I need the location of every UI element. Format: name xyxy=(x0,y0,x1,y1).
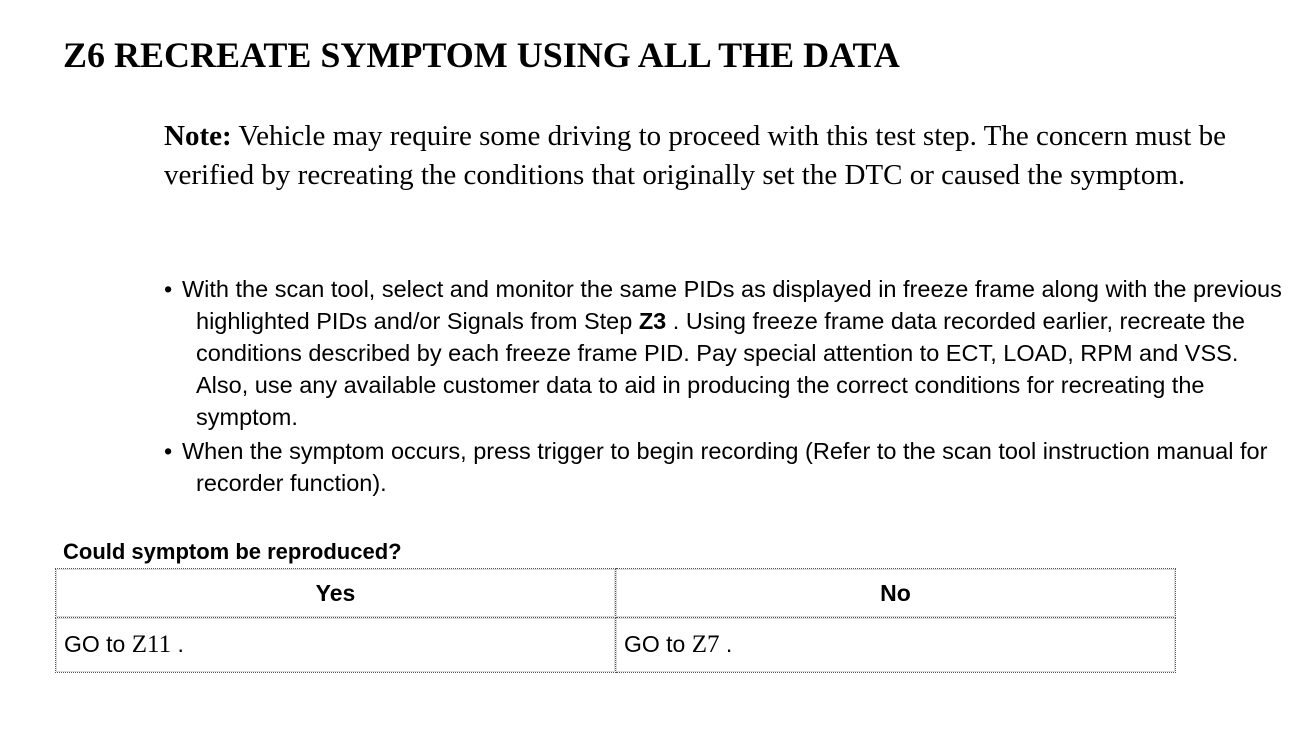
go-to-prefix: GO to xyxy=(624,631,692,657)
bullet-text-after: . Using freeze frame data recorded earlier, recreate the conditions described by each freeze frame PID. Pay special attention to ECT, LOAD, RPM and VSS. Also, use any available customer data to aid in producing the correct conditions for recreating the symptom. xyxy=(196,308,1245,430)
yes-cell xyxy=(56,618,616,673)
go-to-suffix: . xyxy=(171,631,184,657)
step-reference-link[interactable]: Z3 xyxy=(638,308,667,334)
answer-table xyxy=(55,568,1176,673)
go-to-suffix: . xyxy=(719,631,733,657)
go-to-prefix: GO to xyxy=(64,631,132,657)
question-heading: Could symptom be reproduced? xyxy=(63,539,402,564)
table-row xyxy=(56,618,1176,673)
yes-header: Yes xyxy=(56,569,616,618)
bullet-glyph: • xyxy=(164,276,173,302)
table-header-row xyxy=(56,569,1176,618)
go-to-z11-link[interactable]: Z11 xyxy=(131,631,172,658)
no-header: No xyxy=(616,569,1176,618)
go-to-z7-link[interactable]: Z7 xyxy=(691,631,720,658)
bullet-glyph: • xyxy=(164,438,173,464)
note-paragraph xyxy=(164,117,1274,195)
bullet-text-before: With the scan tool, select and monitor the same PIDs as displayed in freeze frame along with the previous highlighted PIDs and/or Signals from Step xyxy=(182,276,1282,334)
note-text: Vehicle may require some driving to proceed with this test step. The concern must be verified by recreating the conditions that originally set the DTC or caused the symptom. xyxy=(164,120,1226,191)
note-label: Note: xyxy=(164,120,232,152)
no-cell xyxy=(616,618,1176,673)
list-item xyxy=(146,273,1286,433)
page-title: Z6 RECREATE SYMPTOM USING ALL THE DATA xyxy=(63,35,900,75)
bullet-text-before: When the symptom occurs, press trigger to begin recording (Refer to the scan tool instruction manual for recorder function). xyxy=(182,438,1268,496)
list-item xyxy=(146,435,1286,499)
instruction-list xyxy=(146,273,1286,501)
